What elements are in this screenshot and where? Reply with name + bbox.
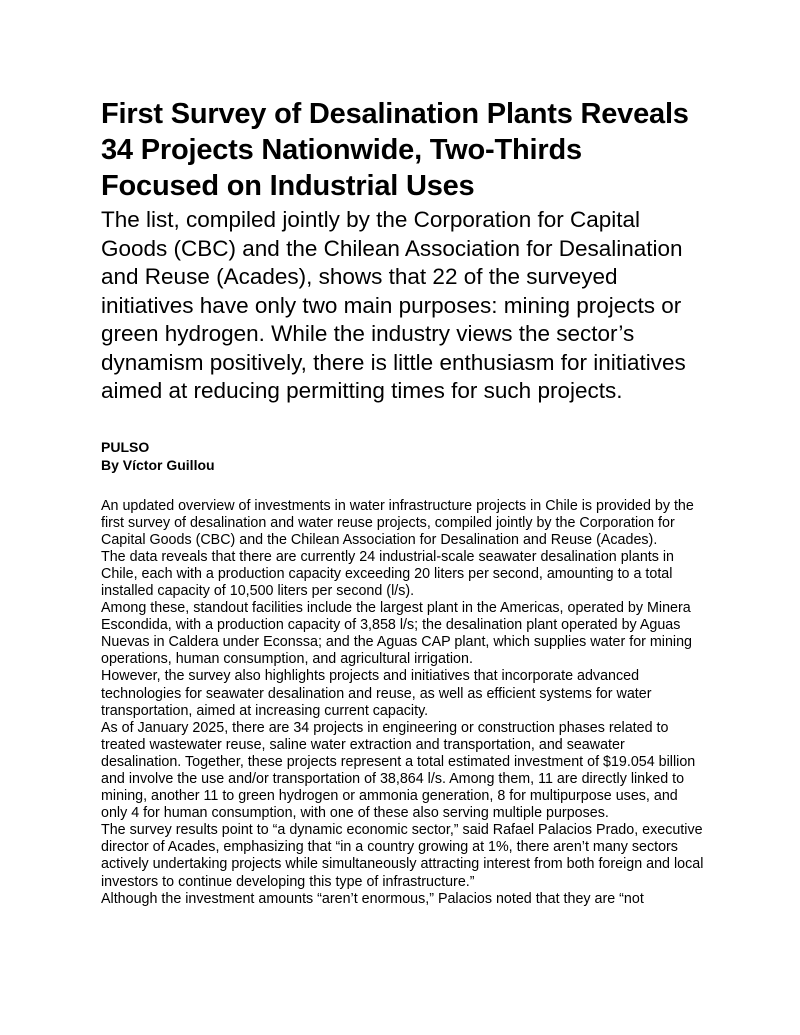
article-subheadline: The list, compiled jointly by the Corporation for Capital Goods (CBC) and the Chilean Association for Desalination and Reuse (Acades), shows that 22 of the surveyed initiatives have only two main purposes: mining projects or green hydrogen. While the industry views the sector’s dynamism positively, there is little enthusiasm for initiatives aimed at reducing permitting times for such projects. — [101, 207, 686, 403]
body-paragraph: As of January 2025, there are 34 projects in engineering or construction phases related to treated wastewater reuse, saline water extraction and transportation, and seawater desalination. Together, these projects represent a total estimated investment of $19.054 billion and involve the use and/or transportation of 38,864 l/s. Among them, 11 are directly linked to mining, another 11 to green hydrogen or ammonia generation, 8 for multipurpose uses, and only 4 for human consumption, with one of these also serving multiple purposes. — [101, 719, 696, 822]
body-paragraph: The data reveals that there are currently 24 industrial-scale seawater desalination plants in Chile, each with a production capacity exceeding 20 liters per second, amounting to a total installed capacity of 10,500 liters per second (l/s). — [101, 548, 674, 599]
body-paragraph: An updated overview of investments in water infrastructure projects in Chile is provided by the first survey of desalination and water reuse projects, compiled jointly by the Corporation for Capital Goods (CBC) and the Chilean Association for Desalination and Reuse (Acades). — [101, 497, 694, 548]
article — [101, 96, 706, 908]
body-paragraph: Among these, standout facilities include the largest plant in the Americas, operated by Minera Escondida, with a production capacity of 3,858 l/s; the desalination plant operated by Aguas Nuevas in Caldera under Econssa; and the Aguas CAP plant, which supplies water for mining operations, human consumption, and agricultural irrigation. — [101, 600, 693, 668]
body-paragraph: Although the investment amounts “aren’t enormous,” Palacios noted that they are “not — [101, 890, 644, 907]
article-headline: First Survey of Desalination Plants Reveals 34 Projects Nationwide, Two-Thirds Focused on Industrial Uses — [101, 98, 689, 202]
article-body — [101, 498, 706, 908]
author-label: By Víctor Guillou — [101, 456, 215, 473]
body-paragraph: The survey results point to “a dynamic economic sector,” said Rafael Palacios Prado, executive director of Acades, emphasizing that “in a country growing at 1%, there aren’t many sectors actively undertaking projects while simultaneously attracting interest from both foreign and local investors to continue developing this type of infrastructure.” — [101, 822, 704, 890]
source-label: PULSO — [101, 438, 150, 455]
body-paragraph: However, the survey also highlights projects and initiatives that incorporate advanced technologies for seawater desalination and reuse, as well as efficient systems for water transportation, aimed at increasing current capacity. — [101, 668, 652, 719]
byline — [101, 438, 706, 474]
